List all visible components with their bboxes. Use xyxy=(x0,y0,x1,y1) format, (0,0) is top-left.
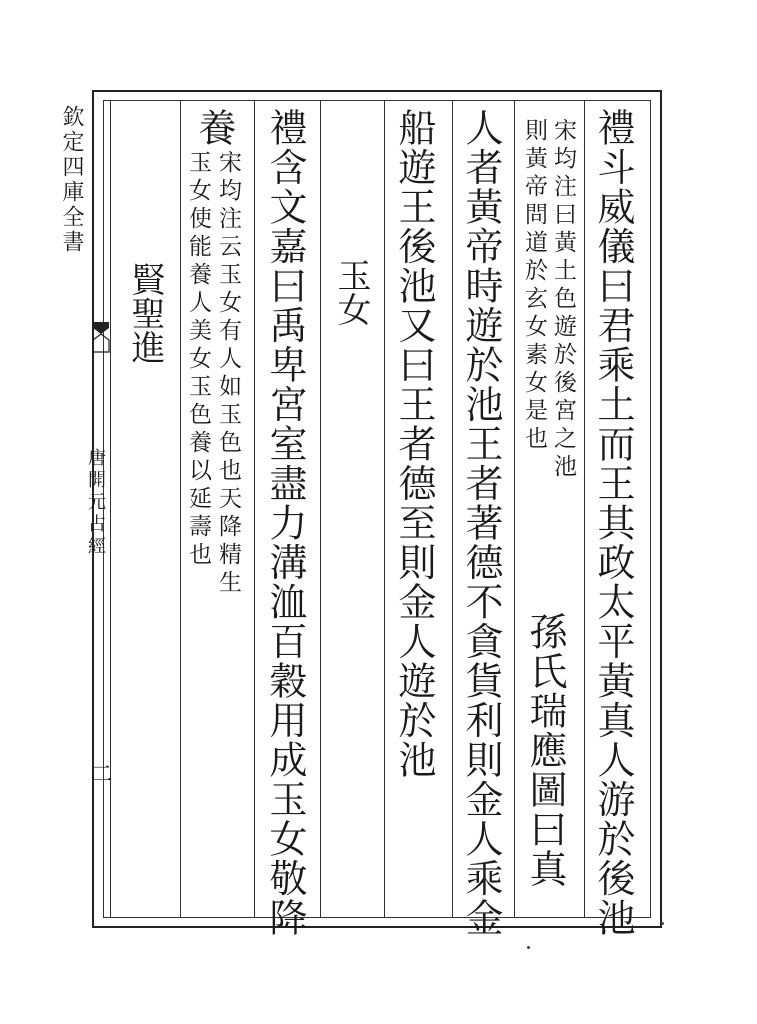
text-column: 禮含文嘉曰禹卑宮室盡力溝洫百穀用成玉女敬降 xyxy=(263,108,307,938)
column-rule xyxy=(584,100,585,918)
chapter-title: 唐開元占經 xyxy=(85,448,106,558)
annotation-column: 宋均注曰黃土色遊於後宮之池 xyxy=(550,118,576,482)
scan-speck xyxy=(661,922,664,925)
text-column: 人者黃帝時遊於池王者著德不貪貨利則金人乘金 xyxy=(459,108,503,938)
column-rule xyxy=(320,100,321,918)
fish-tail-mark-icon xyxy=(92,320,110,354)
column-rule xyxy=(254,100,255,918)
column-rule xyxy=(514,100,515,918)
text-column: 孫氏瑞應圖曰真 xyxy=(523,612,567,889)
column-rule xyxy=(180,100,181,918)
column-rule xyxy=(452,100,453,918)
scan-speck xyxy=(527,946,530,949)
annotation-column: 玉女使能養人美女玉色養以延壽也 xyxy=(185,150,211,570)
page-number: 二 xyxy=(87,762,112,784)
text-column: 船遊王後池又曰王者德至則金人遊於池 xyxy=(392,108,436,780)
annotation-column: 則黃帝問道於玄女素女是也 xyxy=(521,118,547,454)
section-heading: 賢聖進 xyxy=(125,262,165,364)
book-title: 欽定四庫全書 xyxy=(59,105,84,255)
column-rule xyxy=(110,100,111,918)
text-column: 禮斗威儀曰君乘土而王其政太平黃真人游於後池 xyxy=(591,108,635,938)
annotation-column: 宋均注云玉女有人如玉色也天降精生 xyxy=(215,150,241,598)
text-column: 養 xyxy=(192,108,236,148)
column-rule xyxy=(384,100,385,918)
section-heading: 玉女 xyxy=(331,258,371,326)
